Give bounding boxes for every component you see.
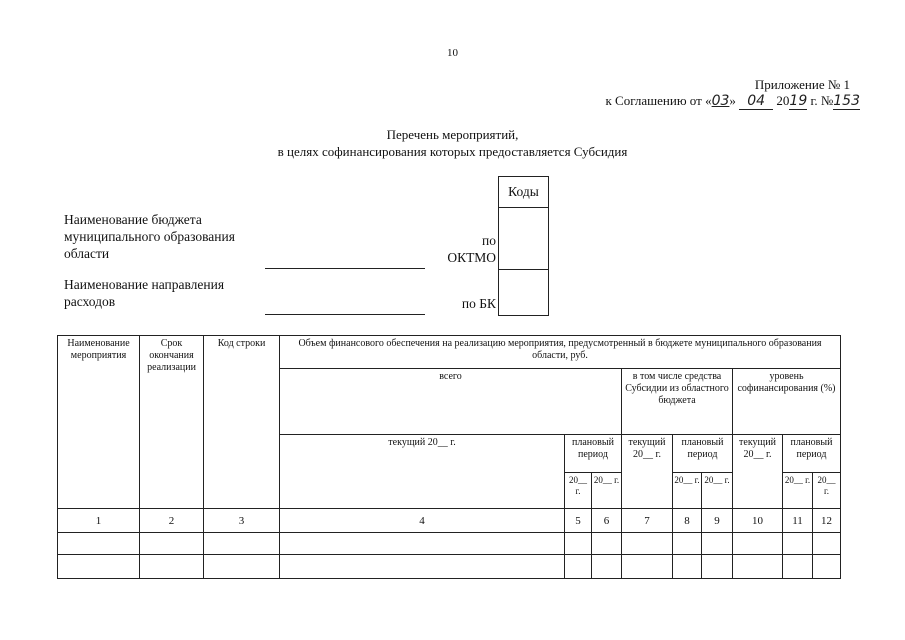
bk-code-cell <box>498 269 549 316</box>
column-number: 12 <box>813 509 841 533</box>
table-cell[interactable] <box>813 555 841 579</box>
header-term: Срок окончания реализации <box>140 336 204 509</box>
header-subsidy: в том числе средства Субсидии из областного бюджета <box>622 369 733 435</box>
agreement-year-prefix: 20 <box>776 93 790 108</box>
column-number: 7 <box>622 509 673 533</box>
table-cell[interactable] <box>58 555 140 579</box>
header-total-current: текущий 20__ г. <box>280 435 565 509</box>
table-cell[interactable] <box>592 555 622 579</box>
codes-header-cell <box>498 176 549 208</box>
budget-name-field[interactable] <box>265 268 425 269</box>
table-cell[interactable] <box>702 555 733 579</box>
table-cell[interactable] <box>565 533 592 555</box>
direction-label-line1: Наименование направления <box>64 277 225 292</box>
oktmo-code-cell <box>498 206 549 270</box>
oktmo-label-line1: по <box>482 233 496 248</box>
doc-title-line2: в целях софинансирования которых предоставляется Субсидия <box>277 144 628 159</box>
table-row <box>58 533 841 555</box>
header-level: уровень софинансирования (%) <box>733 369 841 435</box>
table-cell[interactable] <box>702 533 733 555</box>
table-row <box>58 555 841 579</box>
column-number: 6 <box>592 509 622 533</box>
column-number: 4 <box>280 509 565 533</box>
appendix-title: Приложение № 1 <box>754 77 850 92</box>
header-subsidy-planned: плановый период <box>673 435 733 473</box>
column-number: 9 <box>702 509 733 533</box>
header-year: 20__ г. <box>673 473 702 509</box>
agreement-year: 19 <box>789 93 808 109</box>
table-cell[interactable] <box>140 555 204 579</box>
budget-label-line1: Наименование бюджета <box>64 212 202 227</box>
table-cell[interactable] <box>622 533 673 555</box>
table-cell[interactable] <box>204 533 280 555</box>
header-subsidy-current: текущий 20__ г. <box>622 435 673 509</box>
header-year: 20__ г. <box>813 473 841 509</box>
agreement-day: 03 <box>711 93 730 109</box>
column-number: 11 <box>783 509 813 533</box>
agreement-sep: » <box>729 93 736 108</box>
agreement-number-prefix: г. № <box>810 93 834 108</box>
direction-label-line2: расходов <box>64 294 116 309</box>
table-cell[interactable] <box>673 533 702 555</box>
direction-name-field[interactable] <box>265 314 425 315</box>
table-cell[interactable] <box>813 533 841 555</box>
agreement-month: 04 <box>739 93 773 110</box>
header-name: Наименование мероприятия <box>58 336 140 509</box>
agreement-prefix: к Соглашению от « <box>605 93 712 108</box>
header-total: всего <box>280 369 622 435</box>
table-cell[interactable] <box>783 533 813 555</box>
column-number-row <box>58 509 841 533</box>
table-cell[interactable] <box>673 555 702 579</box>
header-year: 20__ г. <box>783 473 813 509</box>
header-year: 20__ г. <box>592 473 622 509</box>
page-number: 10 <box>447 47 458 59</box>
header-total-planned: плановый период <box>565 435 622 473</box>
table-cell[interactable] <box>783 555 813 579</box>
budget-label <box>64 211 235 262</box>
bk-label: по БК <box>461 296 496 311</box>
header-code: Код строки <box>204 336 280 509</box>
budget-label-line2: муниципального образования <box>64 229 235 244</box>
column-number: 2 <box>140 509 204 533</box>
agreement-line <box>605 93 860 110</box>
table-cell[interactable] <box>140 533 204 555</box>
table-cell[interactable] <box>733 555 783 579</box>
table-cell[interactable] <box>592 533 622 555</box>
header-volume: Объем финансового обеспечения на реализацию мероприятия, предусмотренный в бюджете муниципального образования области, руб. <box>280 336 841 369</box>
oktmo-label-line2: ОКТМО <box>447 250 496 265</box>
table-cell[interactable] <box>58 533 140 555</box>
column-number: 1 <box>58 509 140 533</box>
table-cell[interactable] <box>565 555 592 579</box>
direction-label <box>64 276 224 310</box>
oktmo-label <box>440 232 496 266</box>
header-level-current: текущий 20__ г. <box>733 435 783 509</box>
column-number: 5 <box>565 509 592 533</box>
table-cell[interactable] <box>733 533 783 555</box>
column-number: 10 <box>733 509 783 533</box>
table-cell[interactable] <box>280 533 565 555</box>
table-cell[interactable] <box>280 555 565 579</box>
measures-table <box>57 335 841 579</box>
header-level-planned: плановый период <box>783 435 841 473</box>
budget-label-line3: области <box>64 246 110 261</box>
header-year: 20__ г. <box>565 473 592 509</box>
header-year: 20__ г. <box>702 473 733 509</box>
table-cell[interactable] <box>622 555 673 579</box>
doc-title-line1: Перечень мероприятий, <box>386 127 519 142</box>
column-number: 8 <box>673 509 702 533</box>
agreement-number: 153 <box>833 93 860 109</box>
codes-header: Коды <box>508 184 539 199</box>
table-cell[interactable] <box>204 555 280 579</box>
column-number: 3 <box>204 509 280 533</box>
